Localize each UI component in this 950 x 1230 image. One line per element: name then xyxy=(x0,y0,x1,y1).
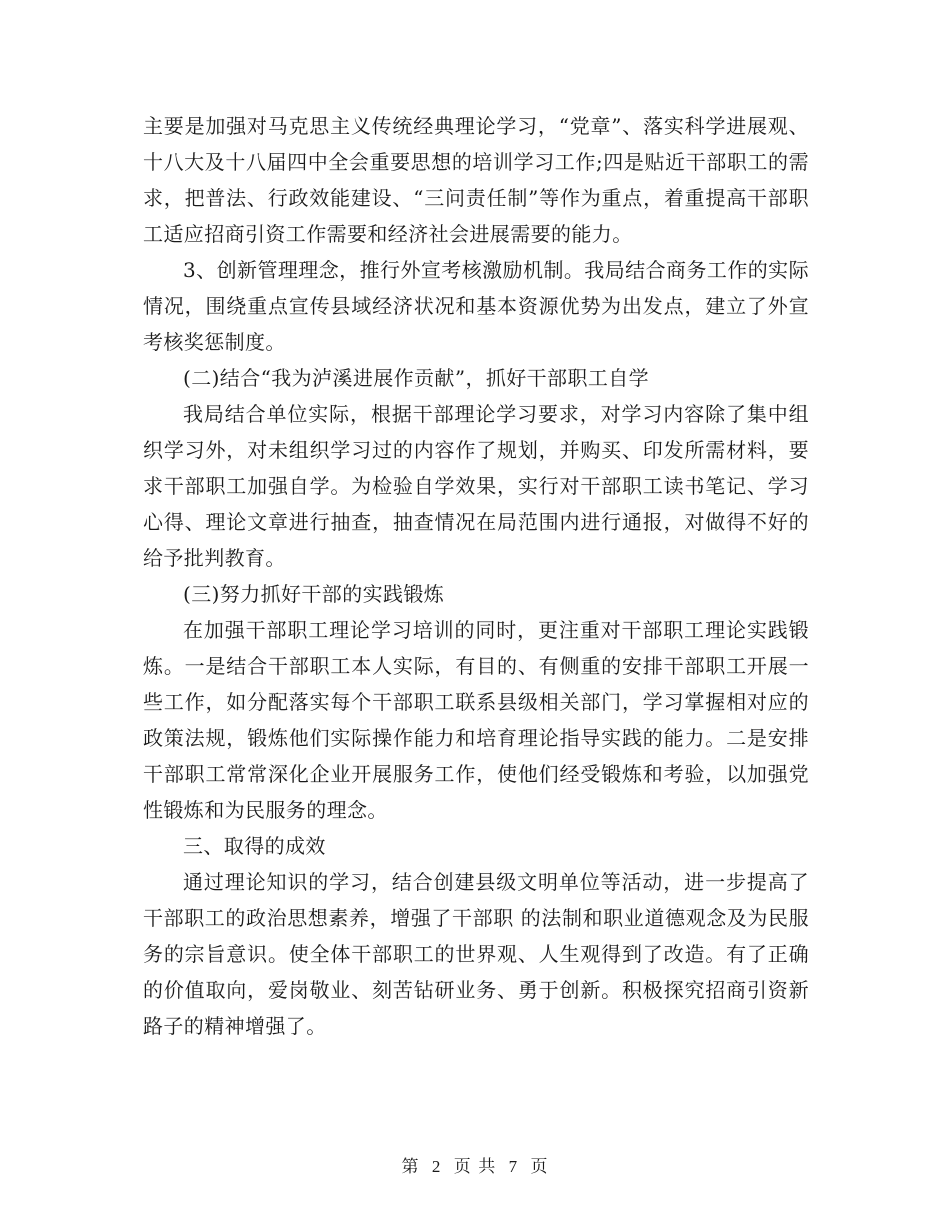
footer-total-pages: 7 xyxy=(508,1157,519,1176)
document-body xyxy=(143,108,809,1044)
section-heading-results: 三、取得的成效 xyxy=(183,834,326,858)
section-heading-practice: (三)努力抓好干部的实践锻炼 xyxy=(183,582,445,606)
paragraph-self-study: 我局结合单位实际，根据干部理论学习要求，对学习内容除了集中组织学习外，对未组织学习过的内容作了规划，并购买、印发所需材料，要求干部职工加强自学。为检验自学效果，实行对干部职工读书笔记、学习心得、理论文章进行抽查，抽查情况在局范围内进行通报，对做得不好的给予批判教育。 xyxy=(143,402,809,570)
footer-prefix: 第 xyxy=(401,1157,420,1177)
section-heading-self-study: (二)结合“我为泸溪进展作贡献”，抓好干部职工自学 xyxy=(183,366,650,390)
footer-middle: 页 共 xyxy=(453,1157,497,1177)
page-footer xyxy=(0,1152,950,1177)
paragraph-innovation-management: 3、创新管理理念，推行外宣考核激励机制。我局结合商务工作的实际情况，围绕重点宣传县域经济状况和基本资源优势为出发点，建立了外宣考核奖惩制度。 xyxy=(143,258,809,354)
footer-suffix: 页 xyxy=(530,1157,549,1177)
footer-current-page: 2 xyxy=(431,1157,442,1176)
paragraph-results: 通过理论知识的学习，结合创建县级文明单位等活动，进一步提高了干部职工的政治思想素养，增强了干部职 的法制和职业道德观念及为民服务的宗旨意识。使全体干部职工的世界观、人生观得到了改造。有了正确的价值取向，爱岗敬业、刻苦钻研业务、勇于创新。积极探究招商引资新路子的精神增强了。 xyxy=(143,870,809,1038)
paragraph-practice: 在加强干部职工理论学习培训的同时，更注重对干部职工理论实践锻炼。一是结合干部职工本人实际，有目的、有侧重的安排干部职工开展一些工作，如分配落实每个干部职工联系县级相关部门，学习掌握相对应的政策法规，锻炼他们实际操作能力和培育理论指导实践的能力。二是安排干部职工常常深化企业开展服务工作，使他们经受锻炼和考验，以加强党性锻炼和为民服务的理念。 xyxy=(143,618,809,822)
paragraph-continuation: 主要是加强对马克思主义传统经典理论学习，“党章”、落实科学进展观、十八大及十八届四中全会重要思想的培训学习工作;四是贴近干部职工的需求，把普法、行政效能建设、“三问责任制”等作为重点，着重提高干部职工适应招商引资工作需要和经济社会进展需要的能力。 xyxy=(143,114,809,246)
